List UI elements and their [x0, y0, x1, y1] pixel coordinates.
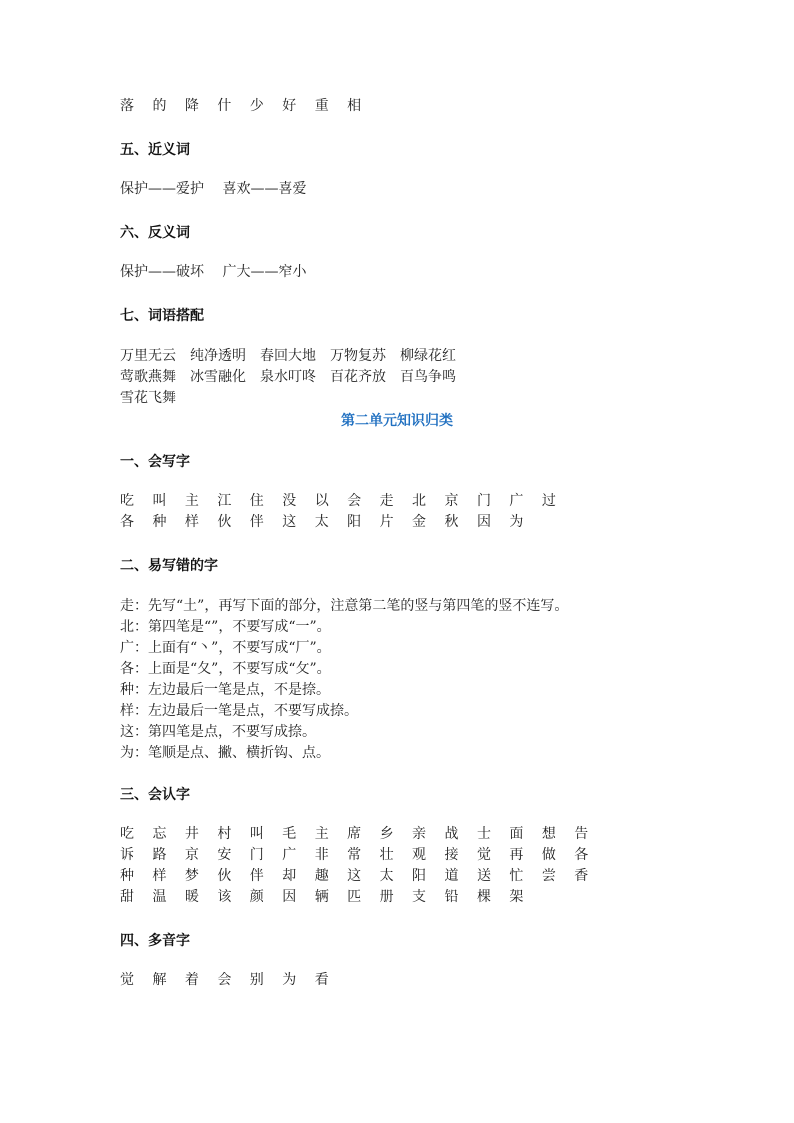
can-recognize-line: 种 样 梦 伙 伴 却 趣 这 太 阳 道 送 忙 尝 香: [120, 868, 596, 884]
unit2-title: 第二单元知识归类: [341, 413, 453, 429]
polyphonic-line: 觉 解 着 会 别 为 看: [120, 972, 336, 988]
error-prone-line: 这：第四笔是点，不要写成捺。: [120, 724, 316, 740]
error-prone-line: 为：笔顺是点、撇、横折钩、点。: [120, 745, 330, 761]
synonyms-line: 保护——爱护 喜欢——喜爱: [120, 181, 307, 197]
collocations-line: 莺歌燕舞 冰雪融化 泉水叮咚 百花齐放 百鸟争鸣: [120, 369, 456, 385]
collocations-line: 万里无云 纯净透明 春回大地 万物复苏 柳绿花红: [120, 348, 456, 364]
antonyms-heading: 六、反义词: [120, 225, 190, 241]
can-recognize-line: 诉 路 京 安 门 广 非 常 壮 观 接 觉 再 做 各: [120, 847, 596, 863]
can-write-block: [120, 491, 563, 533]
error-prone-line: 样：左边最后一笔是点，不要写成捺。: [120, 703, 358, 719]
error-prone-line: 北：第四笔是“”，不要写成“一”。: [120, 619, 331, 635]
can-write-heading: 一、会写字: [120, 454, 190, 470]
error-prone-block: [120, 596, 568, 764]
can-recognize-line: 吃 忘 井 村 叫 毛 主 席 乡 亲 战 士 面 想 告: [120, 826, 596, 842]
collocations-line: 雪花飞舞: [120, 390, 176, 406]
can-recognize-heading: 三、会认字: [120, 787, 190, 803]
error-prone-line: 种：左边最后一笔是点，不是捺。: [120, 682, 330, 698]
antonyms-line: 保护——破坏 广大——窄小: [120, 264, 307, 280]
can-write-line: 吃 叫 主 江 住 没 以 会 走 北 京 门 广 过: [120, 493, 563, 509]
can-recognize-line: 甜 温 暖 该 颜 因 辆 匹 册 支 铅 棵 架: [120, 889, 531, 905]
polyphonic-chars-line: 落 的 降 什 少 好 重 相: [120, 98, 369, 114]
error-prone-heading: 二、易写错的字: [120, 558, 218, 574]
error-prone-line: 各：上面是“夂”，不要写成“攵”。: [120, 661, 331, 677]
error-prone-line: 走：先写“土”，再写下面的部分，注意第二笔的竖与第四笔的竖不连写。: [120, 598, 569, 614]
can-write-line: 各 种 样 伙 伴 这 太 阳 片 金 秋 因 为: [120, 514, 531, 530]
can-recognize-block: [120, 824, 595, 908]
error-prone-line: 广：上面有“丶”，不要写成“厂”。: [120, 640, 331, 656]
collocations-heading: 七、词语搭配: [120, 308, 204, 324]
polyphonic-heading: 四、多音字: [120, 933, 190, 949]
collocations-block: [120, 346, 456, 409]
synonyms-heading: 五、近义词: [120, 142, 190, 158]
